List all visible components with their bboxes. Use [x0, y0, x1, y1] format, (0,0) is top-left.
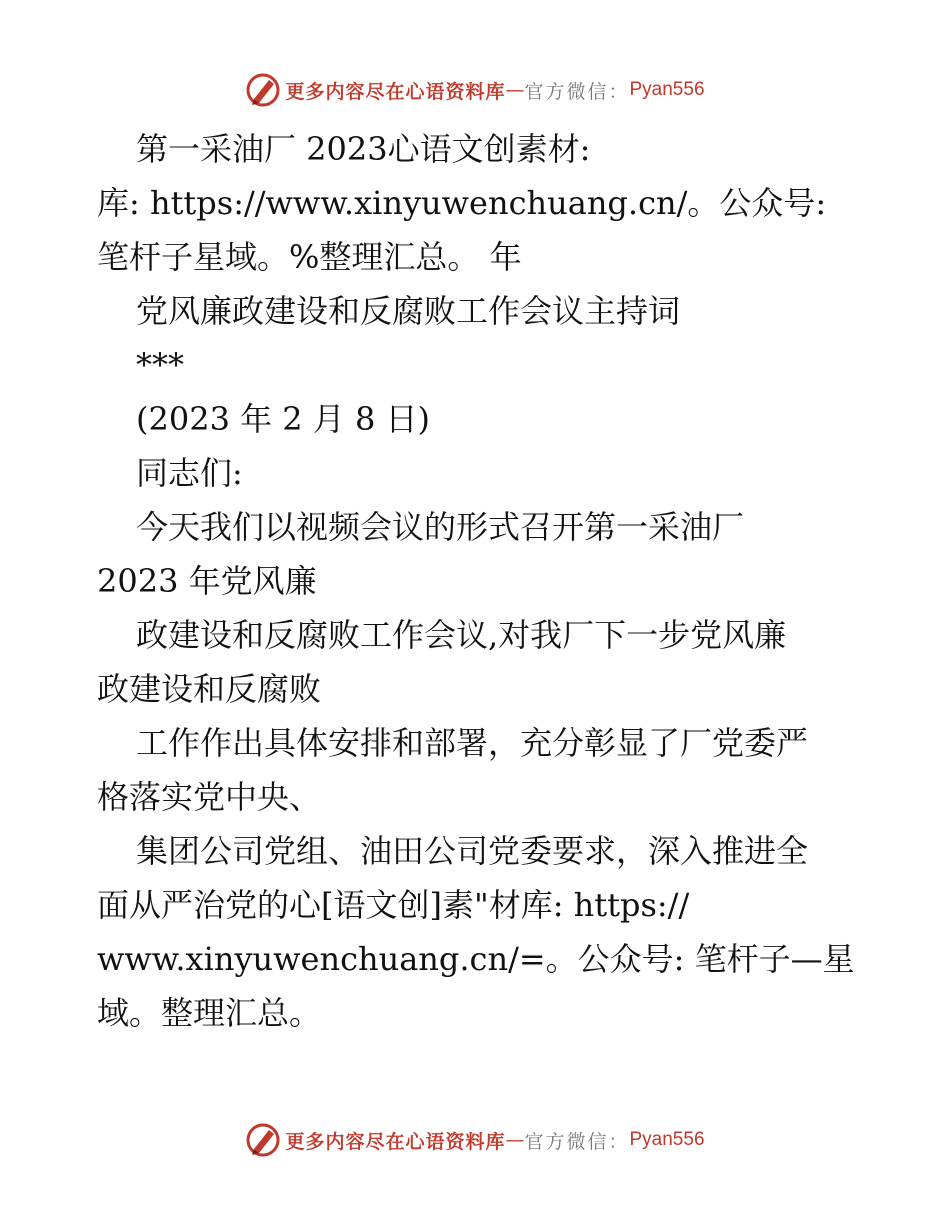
text-line: 集团公司党组、油田公司党委要求，深入推进全 — [136, 832, 809, 870]
text-line: www.xinyuwenchuang.cn/=。公众号: 笔杆子—星 — [97, 940, 855, 978]
document-date: (2023 年 2 月 8 日) — [136, 400, 430, 438]
pen-logo-icon — [245, 72, 281, 108]
text-line: 面从严治党的心[语文创]素"材库: https:// — [97, 886, 690, 924]
document-body — [97, 122, 867, 1040]
text-line: 笔杆子星域。%整理汇总。 年 — [97, 238, 522, 276]
banner-gray-text: 官方微信： — [524, 80, 630, 103]
banner-dash: — — [505, 79, 525, 101]
text-line: 域。整理汇总。 — [97, 994, 322, 1032]
banner-gray-text: 官方微信： — [524, 1130, 630, 1153]
text-line: 政建设和反腐败 — [97, 670, 322, 708]
banner-dash: — — [505, 1129, 525, 1151]
banner-handle: Pyan556 — [629, 79, 705, 100]
header-watermark-banner — [0, 70, 950, 110]
document-title: 党风廉政建设和反腐败工作会议主持词 — [136, 292, 681, 330]
text-line: 库: https://www.xinyuwenchuang.cn/。公众号: — [97, 184, 827, 222]
text-line: 2023 年党风廉 — [97, 562, 317, 600]
salutation: 同志们: — [136, 454, 243, 492]
text-line: 今天我们以视频会议的形式召开第一采油厂 — [136, 508, 745, 546]
footer-watermark-banner — [0, 1120, 950, 1160]
author-placeholder: *** — [136, 346, 184, 384]
pen-logo-icon — [245, 1122, 281, 1158]
text-line: 格落实党中央、 — [97, 778, 322, 816]
text-line: 政建设和反腐败工作会议,对我厂下一步党风廉 — [136, 616, 787, 654]
banner-red-text: 更多内容尽在心语资料库 — [285, 80, 506, 103]
text-line: 工作作出具体安排和部署，充分彰显了厂党委严 — [136, 724, 809, 762]
text-line: 第一采油厂 2023心语文创素材: — [136, 130, 591, 168]
banner-handle: Pyan556 — [629, 1129, 705, 1150]
banner-red-text: 更多内容尽在心语资料库 — [285, 1130, 506, 1153]
